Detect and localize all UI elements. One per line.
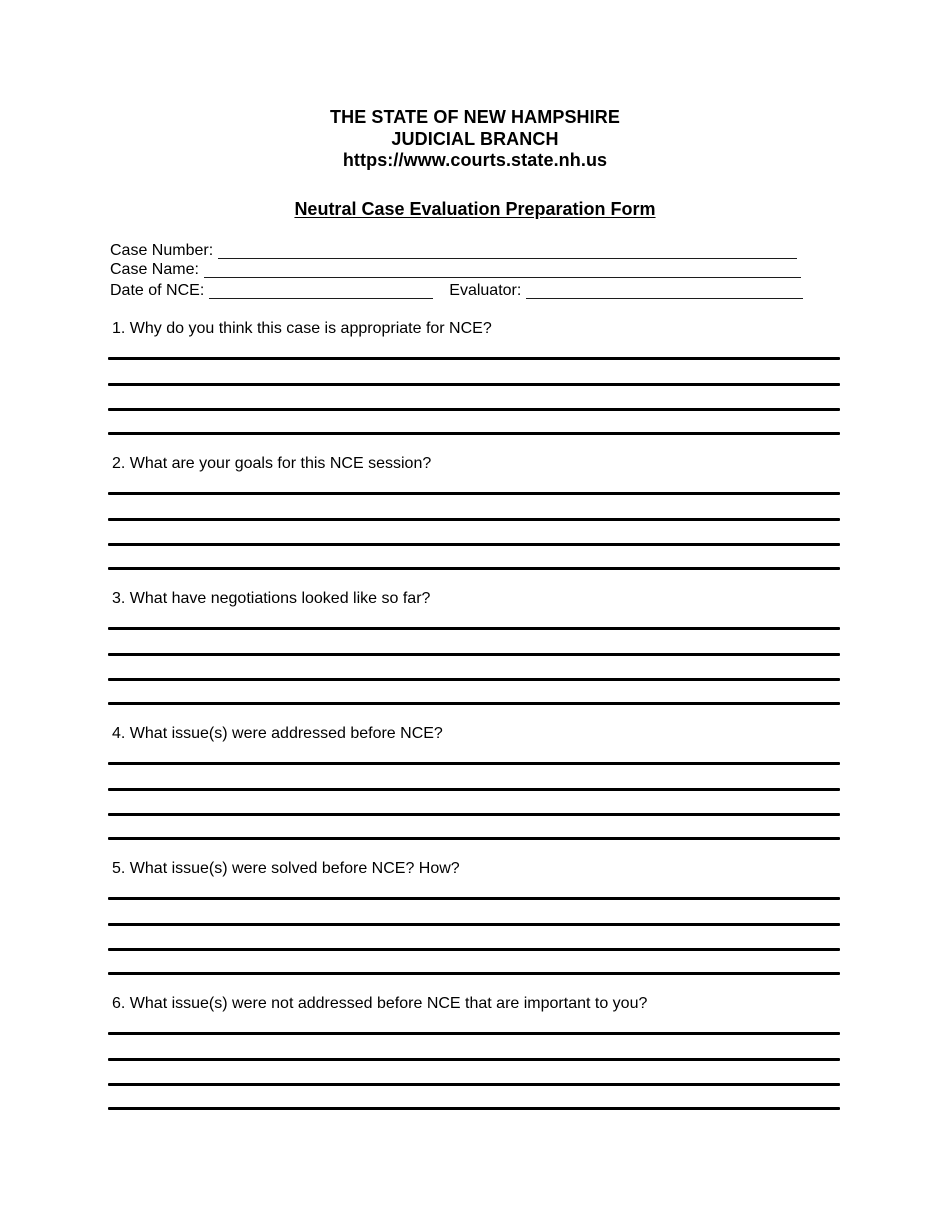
answer-line [108, 788, 840, 791]
answer-line [108, 653, 840, 656]
answer-line [108, 492, 840, 495]
question-block-3 [0, 590, 950, 725]
answer-line [108, 762, 840, 765]
question-block-6 [0, 995, 950, 1130]
case-number-row [110, 241, 797, 260]
answer-line [108, 383, 840, 386]
answer-line [108, 897, 840, 900]
question-label-5: 5. What issue(s) were solved before NCE? How? [112, 860, 460, 877]
question-label-6: 6. What issue(s) were not addressed before NCE that are important to you? [112, 995, 648, 1012]
answer-line [108, 627, 840, 630]
answer-line [108, 567, 840, 570]
case-number-field [218, 244, 797, 259]
answer-line [108, 432, 840, 435]
date-evaluator-row [110, 281, 803, 300]
date-of-nce-field [209, 284, 433, 299]
answer-line [108, 837, 840, 840]
answer-line [108, 678, 840, 681]
header-state-line: THE STATE OF NEW HAMPSHIRE [330, 107, 620, 127]
answer-line [108, 518, 840, 521]
form-title: Neutral Case Evaluation Preparation Form [294, 199, 656, 219]
question-label-1: 1. Why do you think this case is appropriate for NCE? [112, 320, 492, 337]
question-label-3: 3. What have negotiations looked like so far? [112, 590, 431, 607]
case-name-field [204, 263, 801, 278]
answer-line [108, 813, 840, 816]
answer-line [108, 1058, 840, 1061]
question-label-2: 2. What are your goals for this NCE session? [112, 455, 432, 472]
answer-line [108, 357, 840, 360]
header-branch-line: JUDICIAL BRANCH [391, 128, 559, 149]
question-block-2 [0, 455, 950, 590]
date-of-nce-label: Date of NCE: [110, 282, 205, 299]
question-block-4 [0, 725, 950, 860]
question-label-4: 4. What issue(s) were addressed before NCE? [112, 725, 443, 742]
case-number-label: Case Number: [110, 242, 214, 259]
answer-line [108, 1083, 840, 1086]
answer-line [108, 1032, 840, 1035]
question-block-1 [0, 320, 950, 455]
case-name-label: Case Name: [110, 261, 199, 278]
answer-line [108, 948, 840, 951]
answer-line [108, 923, 840, 926]
evaluator-field [526, 284, 803, 299]
answer-line [108, 408, 840, 411]
header-url-line: https://www.courts.state.nh.us [342, 150, 608, 170]
answer-line [108, 543, 840, 546]
answer-line [108, 1107, 840, 1110]
case-name-row [110, 260, 801, 279]
document-header [0, 107, 950, 172]
answer-line [108, 972, 840, 975]
answer-line [108, 702, 840, 705]
evaluator-label: Evaluator: [449, 282, 522, 299]
question-block-5 [0, 860, 950, 995]
